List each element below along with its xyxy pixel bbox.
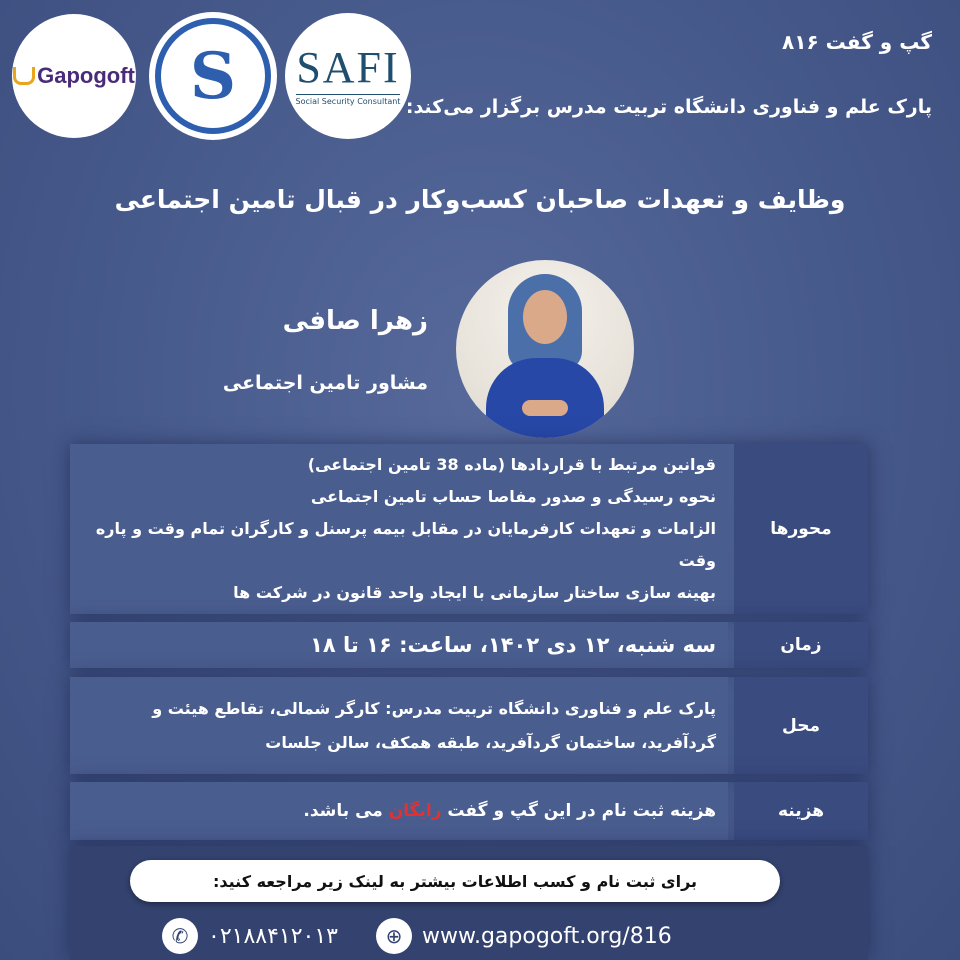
phone-number: ۰۲۱۸۸۴۱۲۰۱۳: [208, 923, 338, 949]
place-value: [70, 677, 728, 774]
series-number: گپ و گفت ۸۱۶: [782, 30, 932, 54]
place-line: پارک علم و فناوری دانشگاه تربیت مدرس: کارگر شمالی، تقاطع هیئت و: [152, 698, 716, 718]
safi-logo: [285, 13, 411, 139]
phone-contact[interactable]: [162, 918, 338, 954]
topics-label: محورها: [734, 444, 868, 614]
gapogoft-logo: [12, 14, 136, 138]
coffee-cup-icon: [13, 67, 35, 85]
place-line: گردآفرید، ساختمان گردآفرید، طبقه همکف، سالن جلسات: [265, 732, 716, 752]
website-url: www.gapogoft.org/816: [422, 923, 672, 949]
modares-s-mark-icon: S: [189, 38, 237, 114]
speaker-photo: [456, 260, 634, 438]
time-value: سه شنبه، ۱۲ دی ۱۴۰۲، ساعت: ۱۶ تا ۱۸: [70, 622, 728, 668]
footer-box: [70, 846, 868, 960]
place-row: [70, 677, 868, 774]
topics-list: [70, 444, 728, 614]
safi-logo-text: SAFI: [296, 43, 400, 92]
fee-text-before: هزینه ثبت نام در این گپ و گفت: [441, 801, 716, 821]
safi-logo-subtitle: Social Security Consultant: [296, 94, 401, 106]
topic-item: بهینه سازی ساختار سازمانی با ایجاد واحد قانون در شرکت ها: [233, 583, 716, 602]
place-label: محل: [734, 677, 868, 774]
topic-item: الزامات و تعهدات کارفرمایان در مقابل بیمه پرسنل و کارگران تمام وقت و پاره وقت: [95, 519, 716, 570]
topics-row: [70, 444, 868, 614]
phone-icon: ✆: [162, 918, 198, 954]
time-label: زمان: [734, 622, 868, 668]
speaker-role: مشاور تامین اجتماعی: [222, 372, 428, 394]
fee-label: هزینه: [734, 782, 868, 840]
organizer-text: پارک علم و فناوری دانشگاه تربیت مدرس برگزار می‌کند:: [405, 96, 932, 118]
speaker-name: زهرا صافی: [282, 306, 428, 336]
website-link[interactable]: [376, 918, 672, 954]
fee-row: [70, 782, 868, 840]
globe-icon: ⊕: [376, 918, 412, 954]
topic-item: قوانین مرتبط با قراردادها (ماده 38 تامین اجتماعی): [307, 455, 716, 474]
fee-text-after: می باشد.: [303, 801, 389, 821]
time-row: [70, 622, 868, 668]
fee-free-highlight: رایگان: [388, 801, 442, 821]
modares-park-logo: [149, 12, 277, 140]
register-info-banner: برای ثبت نام و کسب اطلاعات بیشتر به لینک زیر مراجعه کنید:: [130, 860, 780, 902]
fee-value: [70, 782, 728, 840]
gapogoft-logo-text: Gapogoft: [37, 63, 135, 88]
topic-item: نحوه رسیدگی و صدور مفاصا حساب تامین اجتماعی: [310, 487, 716, 506]
event-title: وظایف و تعهدات صاحبان کسب‌وکار در قبال تامین اجتماعی: [114, 185, 846, 214]
